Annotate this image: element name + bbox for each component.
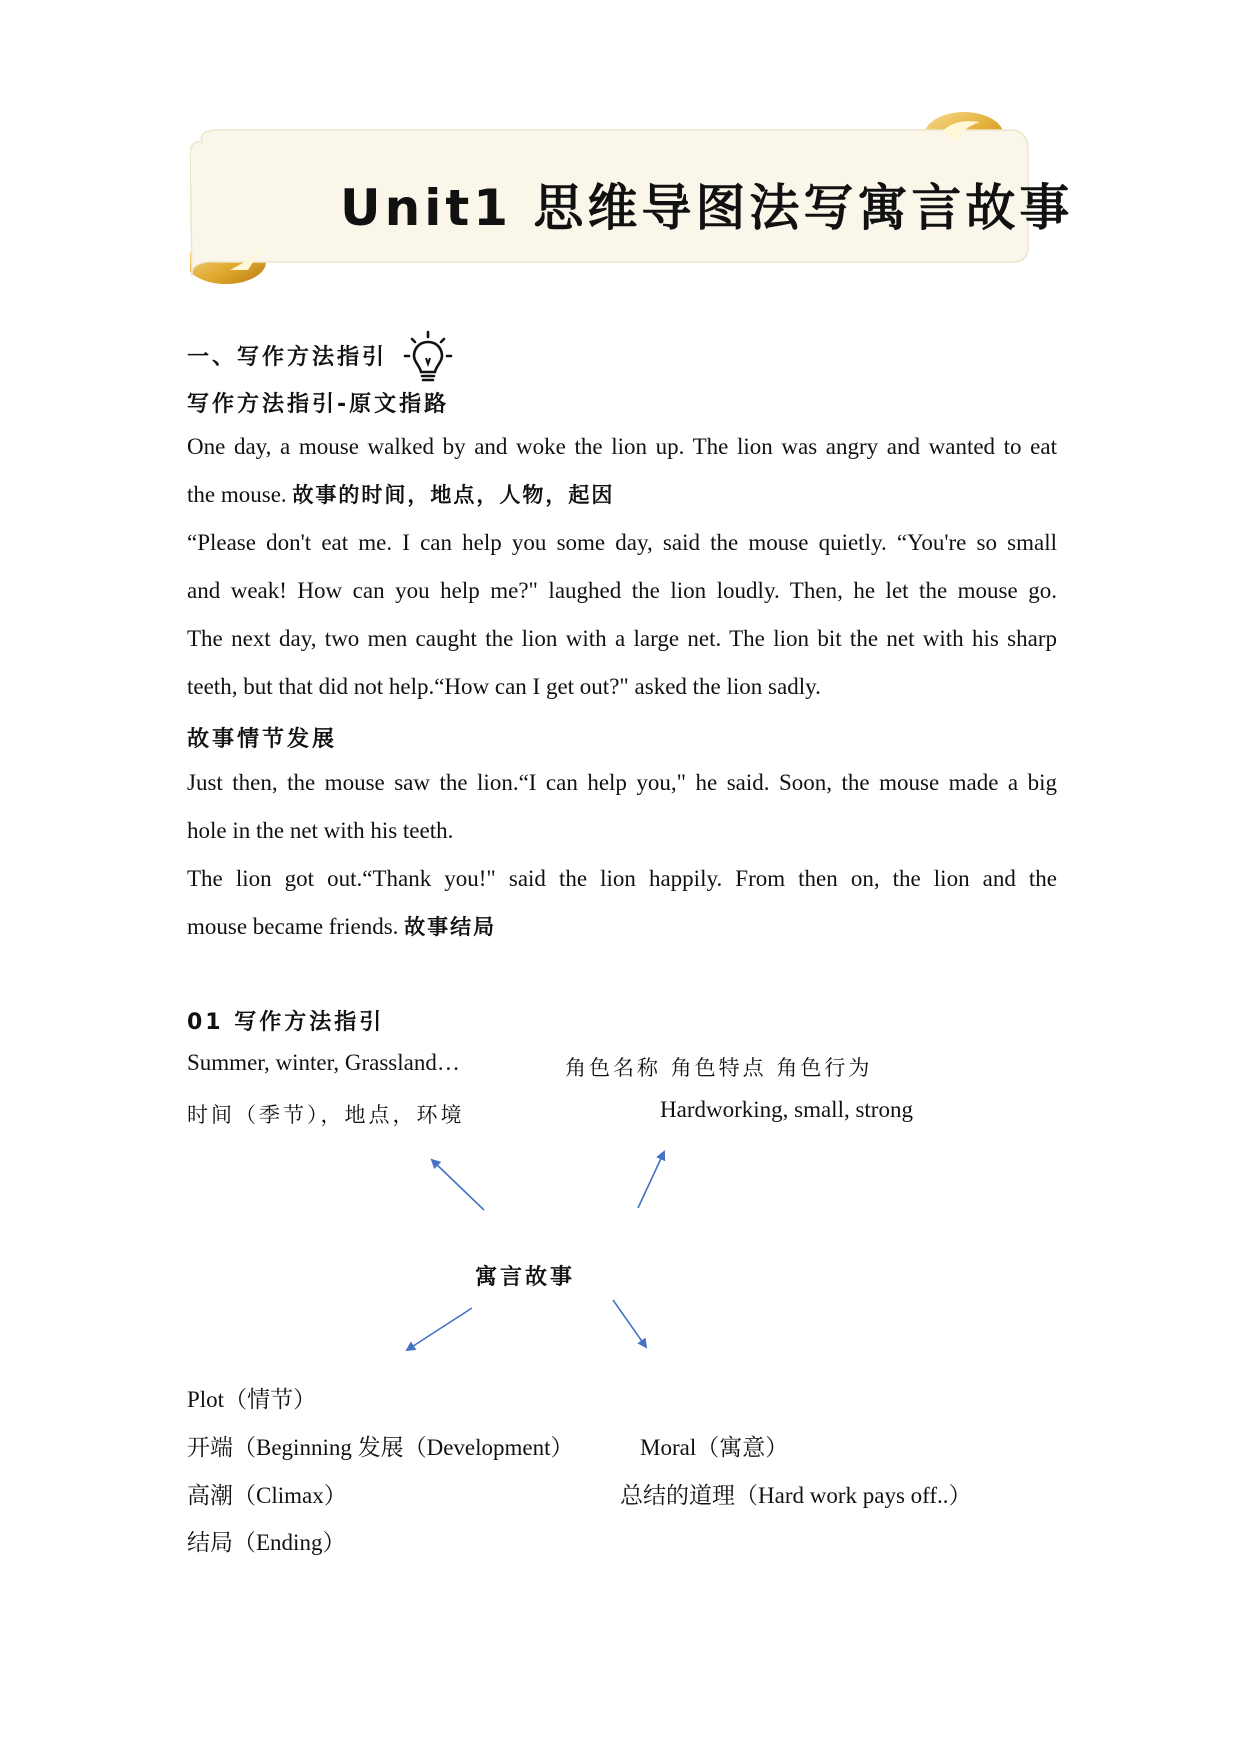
- paragraph-line: One day, a mouse walked by and woke the lion up. The lion was angry and wanted to eat: [187, 434, 1057, 459]
- setting-label: 时间（季节），地点，环境: [187, 1103, 465, 1127]
- plot-line: 开端（Beginning 发展（Development）: [187, 1435, 574, 1460]
- paragraph-line: hole in the net with his teeth.: [187, 818, 454, 843]
- character-label: 角色名称 角色特点 角色行为: [565, 1056, 873, 1080]
- paragraph-line: Just then, the mouse saw the lion.“I can help you," he said. Soon, the mouse made a big: [187, 770, 1057, 795]
- arrow-to-plot: [407, 1308, 472, 1350]
- plot-line: 结局（Ending）: [187, 1530, 346, 1555]
- section-subheading: 写作方法指引-原文指路: [187, 392, 450, 417]
- lightbulb-icon: [402, 330, 454, 382]
- paragraph-text: mouse became friends.: [187, 914, 399, 939]
- section-heading-01: 01 写作方法指引: [187, 1010, 385, 1035]
- arrow-to-character: [638, 1152, 664, 1208]
- setting-examples: Summer, winter, Grassland…: [187, 1050, 460, 1075]
- paragraph-line: “Please don't eat me. I can help you some day, said the mouse quietly. “You're so small: [187, 530, 1057, 555]
- plot-label: Plot（情节）: [187, 1387, 317, 1412]
- character-examples: Hardworking, small, strong: [660, 1097, 913, 1122]
- annotation-story-elements: 故事的时间，地点，人物，起因: [292, 483, 615, 507]
- page-title: Unit1 思维导图法写寓言故事: [340, 179, 1074, 237]
- mindmap-center-node: 寓言故事: [475, 1265, 576, 1290]
- annotation-ending: 故事结局: [404, 915, 497, 939]
- annotation-plot-development: 故事情节发展: [187, 727, 338, 752]
- section-heading: 一、写作方法指引: [187, 345, 388, 370]
- paragraph-line: [187, 903, 1057, 952]
- paragraph-line: and weak! How can you help me?" laughed the lion loudly. Then, he let the mouse go.: [187, 578, 1057, 603]
- arrow-to-moral: [613, 1300, 646, 1347]
- moral-example: 总结的道理（Hard work pays off..）: [620, 1483, 972, 1508]
- paragraph-line: teeth, but that did not help.“How can I get out?" asked the lion sadly.: [187, 674, 821, 699]
- paragraph-text: the mouse.: [187, 482, 287, 507]
- plot-line: 高潮（Climax）: [187, 1483, 347, 1508]
- paragraph-line: The lion got out.“Thank you!" said the lion happily. From then on, the lion and the: [187, 866, 1057, 891]
- moral-label: Moral（寓意）: [640, 1435, 789, 1460]
- paragraph-line: [187, 471, 1057, 520]
- paragraph-line: The next day, two men caught the lion with a large net. The lion bit the net with his sharp: [187, 626, 1057, 651]
- arrow-to-setting: [432, 1160, 484, 1210]
